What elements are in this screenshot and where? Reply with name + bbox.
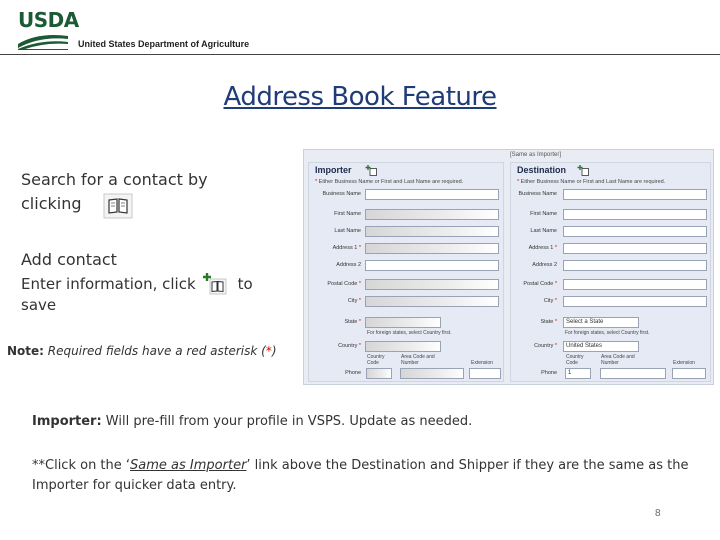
importer-last-name-row: Last Name	[309, 226, 503, 238]
usda-logo	[18, 8, 258, 48]
required-fields-note	[7, 344, 277, 358]
note-red-asterisk: *	[265, 344, 272, 358]
importer-state-select[interactable]	[365, 317, 441, 328]
destination-heading: Destination	[517, 165, 567, 175]
destination-phone-number-input[interactable]	[600, 368, 666, 379]
importer-first-name-row: First Name	[309, 209, 503, 221]
add-contact-heading: Add contact	[21, 250, 117, 269]
destination-phone-row: Phone	[541, 370, 557, 376]
usda-wordmark: USDA	[18, 8, 79, 32]
importer-business-name-row: Business Name	[309, 189, 503, 201]
importer-either-note: * Either Business Name or First and Last Name are required.	[315, 179, 464, 185]
importer-city-input[interactable]	[365, 296, 499, 307]
importer-panel	[308, 162, 504, 382]
search-instruction: Search for a contact by clicking	[21, 170, 208, 213]
importer-state-row: State *	[309, 317, 503, 329]
destination-country-row: Country * United States	[511, 341, 710, 353]
destination-add-contact-icon[interactable]	[577, 165, 589, 176]
destination-address1-input[interactable]	[563, 243, 707, 254]
enter-line2: save	[21, 296, 57, 314]
address-book-icon[interactable]	[103, 193, 133, 219]
address-form-screenshot	[303, 149, 714, 385]
importer-country-code-header: Country Code	[367, 354, 385, 366]
destination-either-note: * Either Business Name or First and Last Name are required.	[517, 179, 666, 185]
note-text: Required fields have a red asterisk (	[47, 344, 266, 358]
destination-postal-code-row: Postal Code *	[511, 279, 710, 291]
same-as-importer-link[interactable]: [Same as Importer]	[510, 152, 562, 158]
importer-note	[32, 414, 472, 429]
destination-state-note: For foreign states, select Country first.	[565, 330, 650, 336]
importer-last-name-input[interactable]	[365, 226, 499, 237]
importer-country-row: Country *	[309, 341, 503, 353]
importer-phone-country-input[interactable]	[366, 368, 392, 379]
importer-address2-input[interactable]	[365, 260, 499, 271]
destination-first-name-input[interactable]	[563, 209, 707, 220]
page-title: Address Book Feature	[223, 82, 497, 112]
enter-to: to	[237, 275, 253, 293]
destination-city-input[interactable]	[563, 296, 707, 307]
destination-panel	[510, 162, 711, 382]
destination-postal-code-input[interactable]	[563, 279, 707, 290]
destination-phone-country-input[interactable]: 1	[565, 368, 591, 379]
importer-note-text: Will pre-fill from your profile in VSPS. Update as needed.	[101, 414, 473, 429]
importer-note-label: Importer:	[32, 414, 102, 429]
importer-phone-row: Phone	[345, 370, 361, 376]
destination-area-code-header: Area Code and Number	[601, 354, 635, 366]
importer-phone-number-input[interactable]	[400, 368, 464, 379]
importer-business-name-input[interactable]	[365, 189, 499, 200]
destination-extension-header: Extension	[673, 360, 695, 366]
importer-state-note: For foreign states, select Country first.	[367, 330, 452, 336]
importer-address1-row: Address 1 *	[309, 243, 503, 255]
destination-country-select[interactable]: United States	[563, 341, 639, 352]
destination-state-row: State * Select a State	[511, 317, 710, 329]
destination-address2-row: Address 2	[511, 260, 710, 272]
same-as-importer-note: **Click on the ‘Same as Importer’ link above the Destination and Shipper if they are the same as the Importer for quicker data entry.	[32, 458, 689, 493]
importer-city-row: City *	[309, 296, 503, 308]
importer-heading: Importer	[315, 165, 352, 175]
importer-area-code-header: Area Code and Number	[401, 354, 435, 366]
note-label: Note:	[7, 344, 44, 358]
importer-phone-extension-input[interactable]	[469, 368, 501, 379]
importer-add-contact-icon[interactable]	[365, 165, 377, 176]
destination-state-select[interactable]: Select a State	[563, 317, 639, 328]
importer-postal-code-input[interactable]	[365, 279, 499, 290]
same-as-importer-text: Same as Importer	[130, 458, 247, 473]
destination-last-name-input[interactable]	[563, 226, 707, 237]
note-close: )	[271, 344, 277, 358]
destination-last-name-row: Last Name	[511, 226, 710, 238]
destination-business-name-row: Business Name	[511, 189, 710, 201]
importer-first-name-input[interactable]	[365, 209, 499, 220]
destination-phone-extension-input[interactable]	[672, 368, 706, 379]
importer-country-select[interactable]	[365, 341, 441, 352]
destination-first-name-row: First Name	[511, 209, 710, 221]
add-contact-icon[interactable]	[200, 272, 228, 296]
importer-address2-row: Address 2	[309, 260, 503, 272]
page-number: 8	[655, 508, 661, 519]
destination-business-name-input[interactable]	[563, 189, 707, 200]
destination-country-code-header: Country Code	[566, 354, 584, 366]
department-name: United States Department of Agriculture	[78, 39, 250, 49]
enter-line1: Enter information, click	[21, 275, 196, 293]
usda-swoosh-icon	[18, 30, 68, 50]
importer-extension-header: Extension	[471, 360, 493, 366]
header-divider	[0, 54, 720, 55]
importer-postal-code-row: Postal Code *	[309, 279, 503, 291]
destination-address2-input[interactable]	[563, 260, 707, 271]
destination-city-row: City *	[511, 296, 710, 308]
importer-address1-input[interactable]	[365, 243, 499, 254]
destination-address1-row: Address 1 *	[511, 243, 710, 255]
